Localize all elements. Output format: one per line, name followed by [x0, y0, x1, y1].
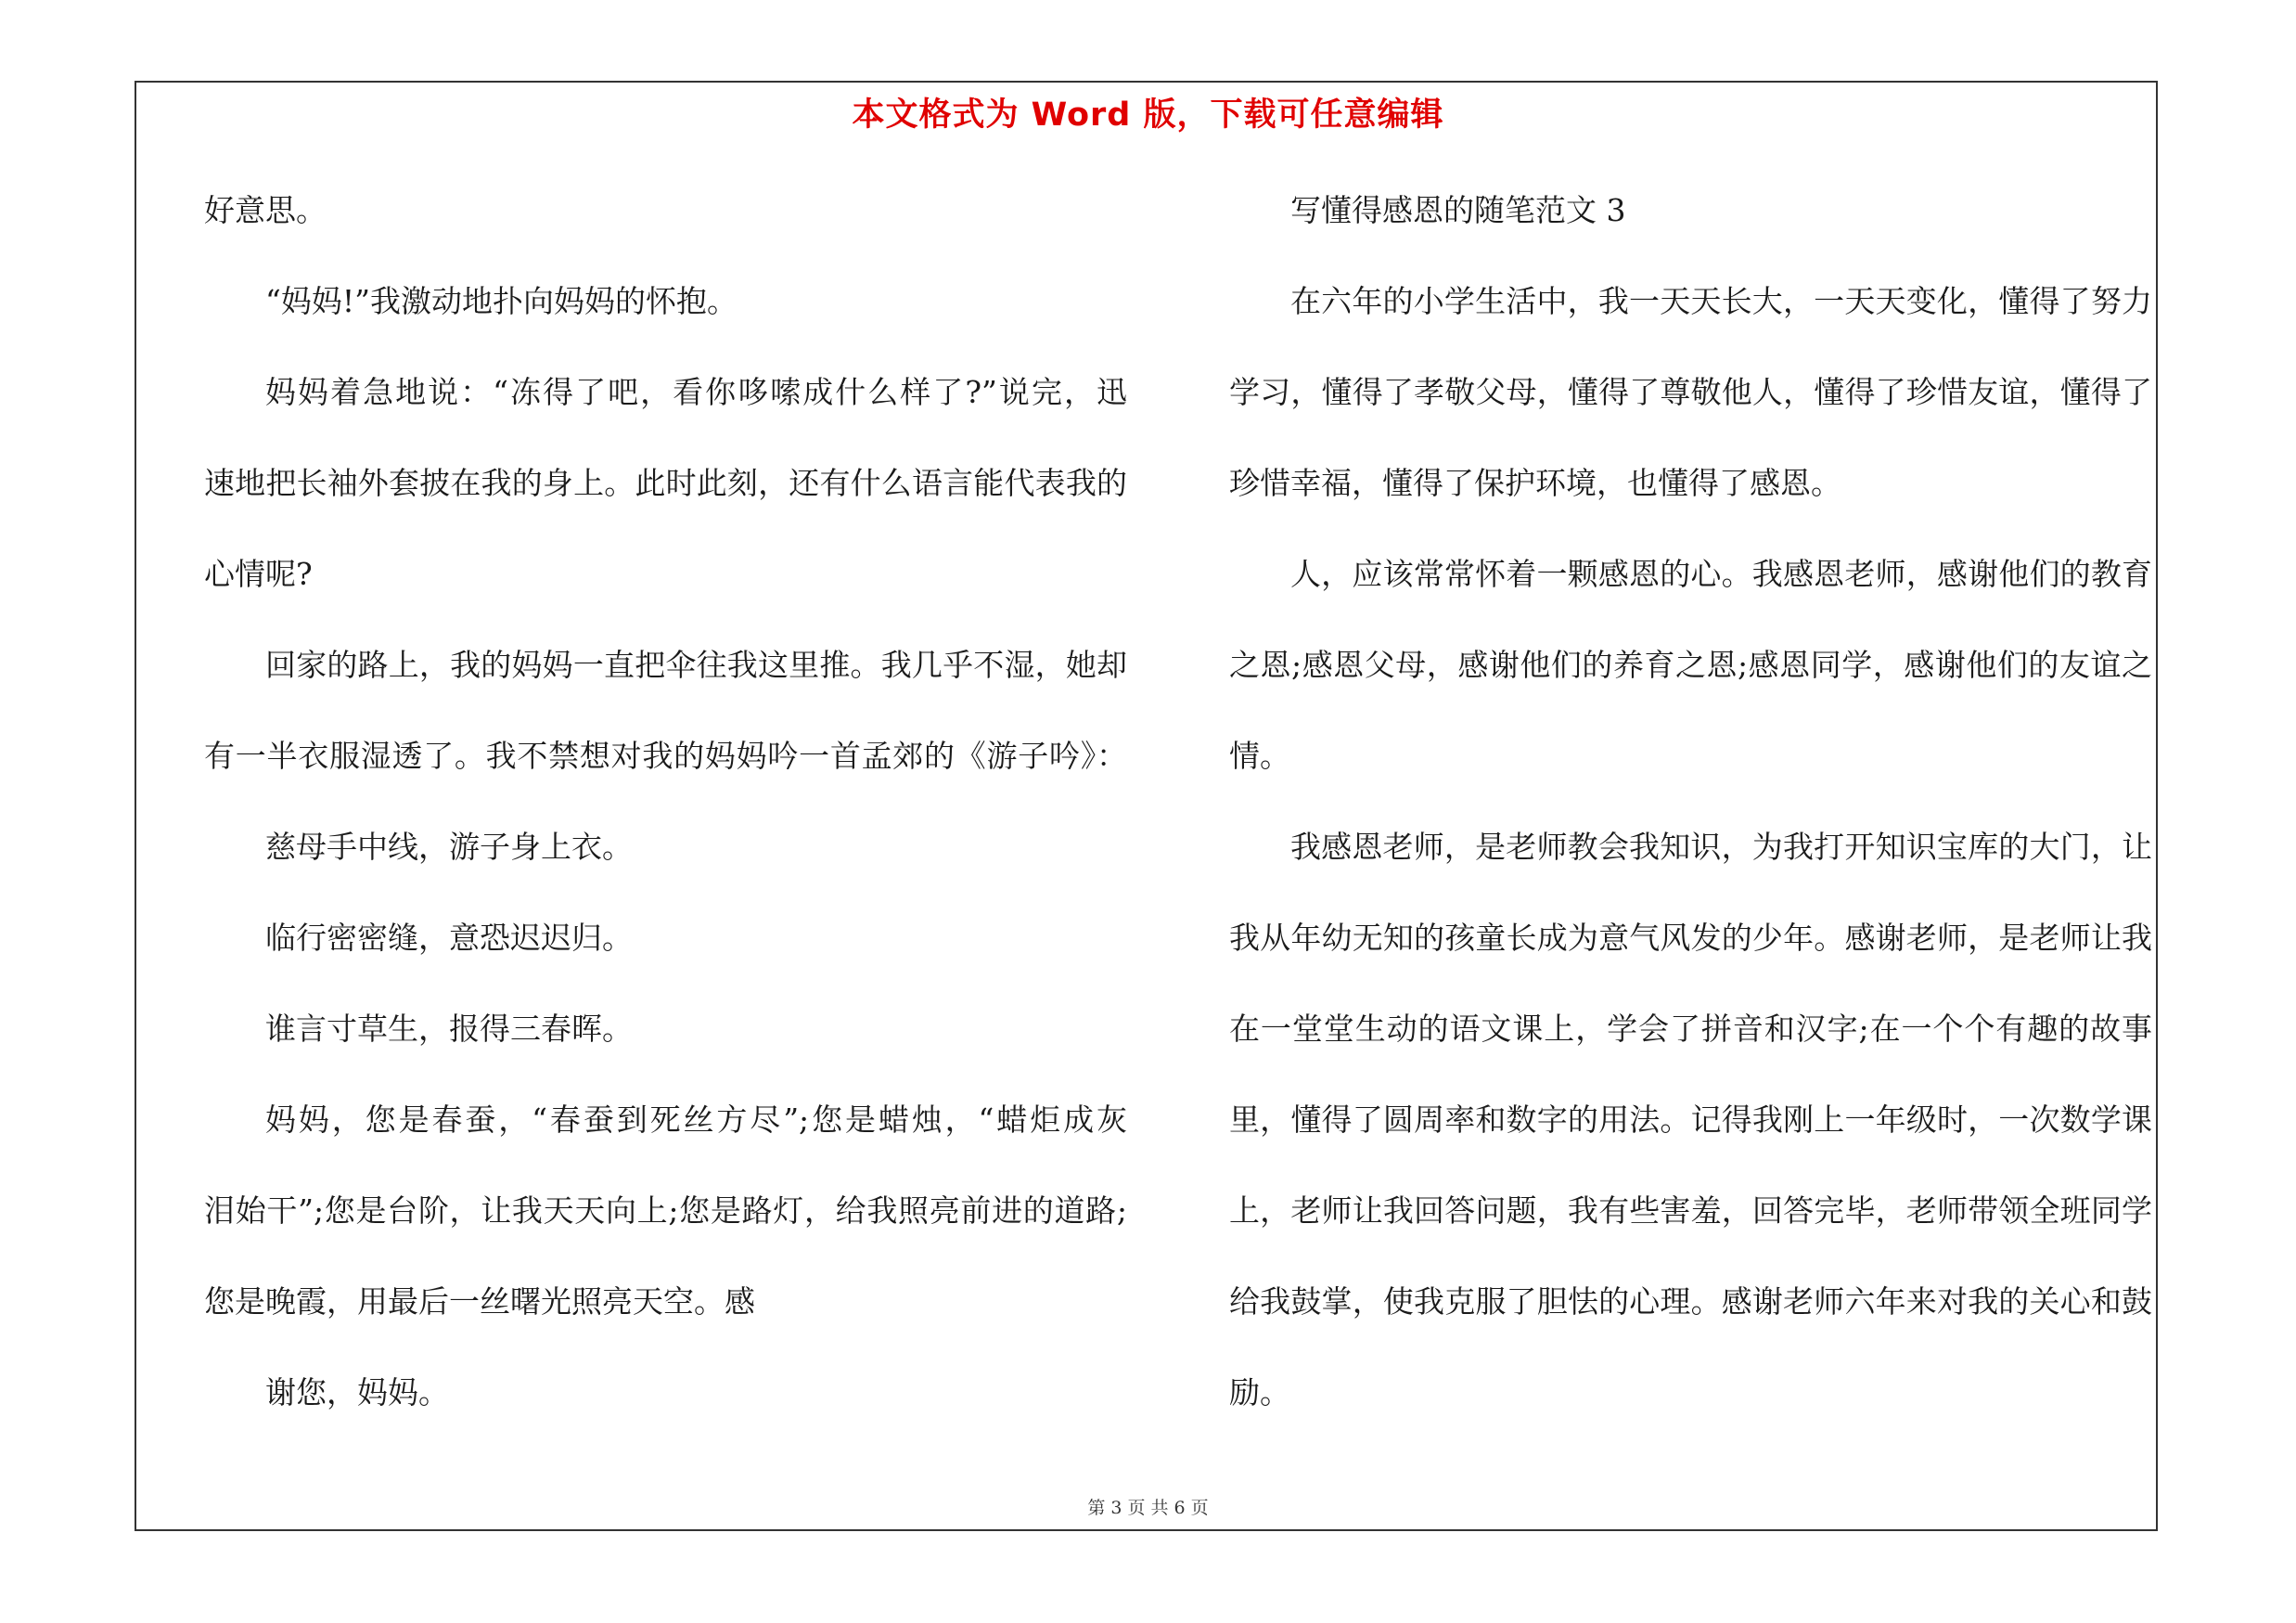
paragraph-line: 人，应该常常怀着一颗感恩的心。我感恩老师，感谢他们的教育	[1290, 556, 2152, 592]
paragraph-line: 学习，懂得了孝敬父母，懂得了尊敬他人，懂得了珍惜友谊，懂得了	[1229, 374, 2152, 410]
paragraph-line: 我感恩老师，是老师教会我知识，为我打开知识宝库的大门，让	[1290, 829, 2152, 865]
paragraph-line: 谁言寸草生，报得三春晖。	[265, 1011, 633, 1047]
paragraph-line: 情。	[1229, 738, 1290, 774]
left-text-column	[204, 182, 1127, 1455]
paragraph-line: 在一堂堂生动的语文课上，学会了拼音和汉字;在一个个有趣的故事	[1229, 1011, 2152, 1047]
right-text-column	[1229, 182, 2152, 1455]
paragraph-line: 在六年的小学生活中，我一天天长大，一天天变化，懂得了努力	[1290, 283, 2152, 319]
paragraph-line: 慈母手中线，游子身上衣。	[265, 829, 633, 865]
paragraph-line: 您是晚霞，用最后一丝曙光照亮天空。感	[204, 1283, 755, 1320]
paragraph-line: 有一半衣服湿透了。我不禁想对我的妈妈吟一首孟郊的《游子吟》：	[204, 738, 1127, 774]
paragraph-line: 好意思。	[204, 192, 327, 228]
word-format-banner: 本文格式为 Word 版，下载可任意编辑	[852, 97, 1444, 134]
paragraph-line: 回家的路上，我的妈妈一直把伞往我这里推。我几乎不湿，她却	[265, 647, 1127, 683]
paragraph-line: 速地把长袖外套披在我的身上。此时此刻，还有什么语言能代表我的	[204, 465, 1127, 501]
paragraph-line: 珍惜幸福，懂得了保护环境，也懂得了感恩。	[1229, 465, 1841, 501]
paragraph-line: 心情呢?	[204, 556, 313, 592]
paragraph-line: 励。	[1229, 1374, 1290, 1410]
paragraph-line: 谢您，妈妈。	[265, 1374, 449, 1410]
paragraph-line: 里，懂得了圆周率和数字的用法。记得我刚上一年级时，一次数学课	[1229, 1101, 2152, 1138]
paragraph-line: 泪始干”;您是台阶，让我天天向上;您是路灯，给我照亮前进的道路;	[204, 1192, 1127, 1229]
paragraph-line: 妈妈着急地说：“冻得了吧，看你哆嗦成什么样了?”说完，迅	[265, 374, 1127, 410]
paragraph-line: 妈妈，您是春蚕，“春蚕到死丝方尽”;您是蜡烛，“蜡炬成灰	[265, 1101, 1127, 1138]
page-number-footer: 第 3 页 共 6 页	[1087, 1498, 1209, 1518]
paragraph-line: 之恩;感恩父母，感谢他们的养育之恩;感恩同学，感谢他们的友谊之	[1229, 647, 2152, 683]
paragraph-line: 写懂得感恩的随笔范文 3	[1290, 192, 1626, 228]
paragraph-line: 临行密密缝，意恐迟迟归。	[265, 920, 633, 956]
paragraph-line: 我从年幼无知的孩童长成为意气风发的少年。感谢老师，是老师让我	[1229, 920, 2152, 956]
paragraph-line: “妈妈!”我激动地扑向妈妈的怀抱。	[265, 283, 738, 319]
paragraph-line: 上，老师让我回答问题，我有些害羞，回答完毕，老师带领全班同学	[1229, 1192, 2152, 1229]
paragraph-line: 给我鼓掌，使我克服了胆怯的心理。感谢老师六年来对我的关心和鼓	[1229, 1283, 2152, 1320]
